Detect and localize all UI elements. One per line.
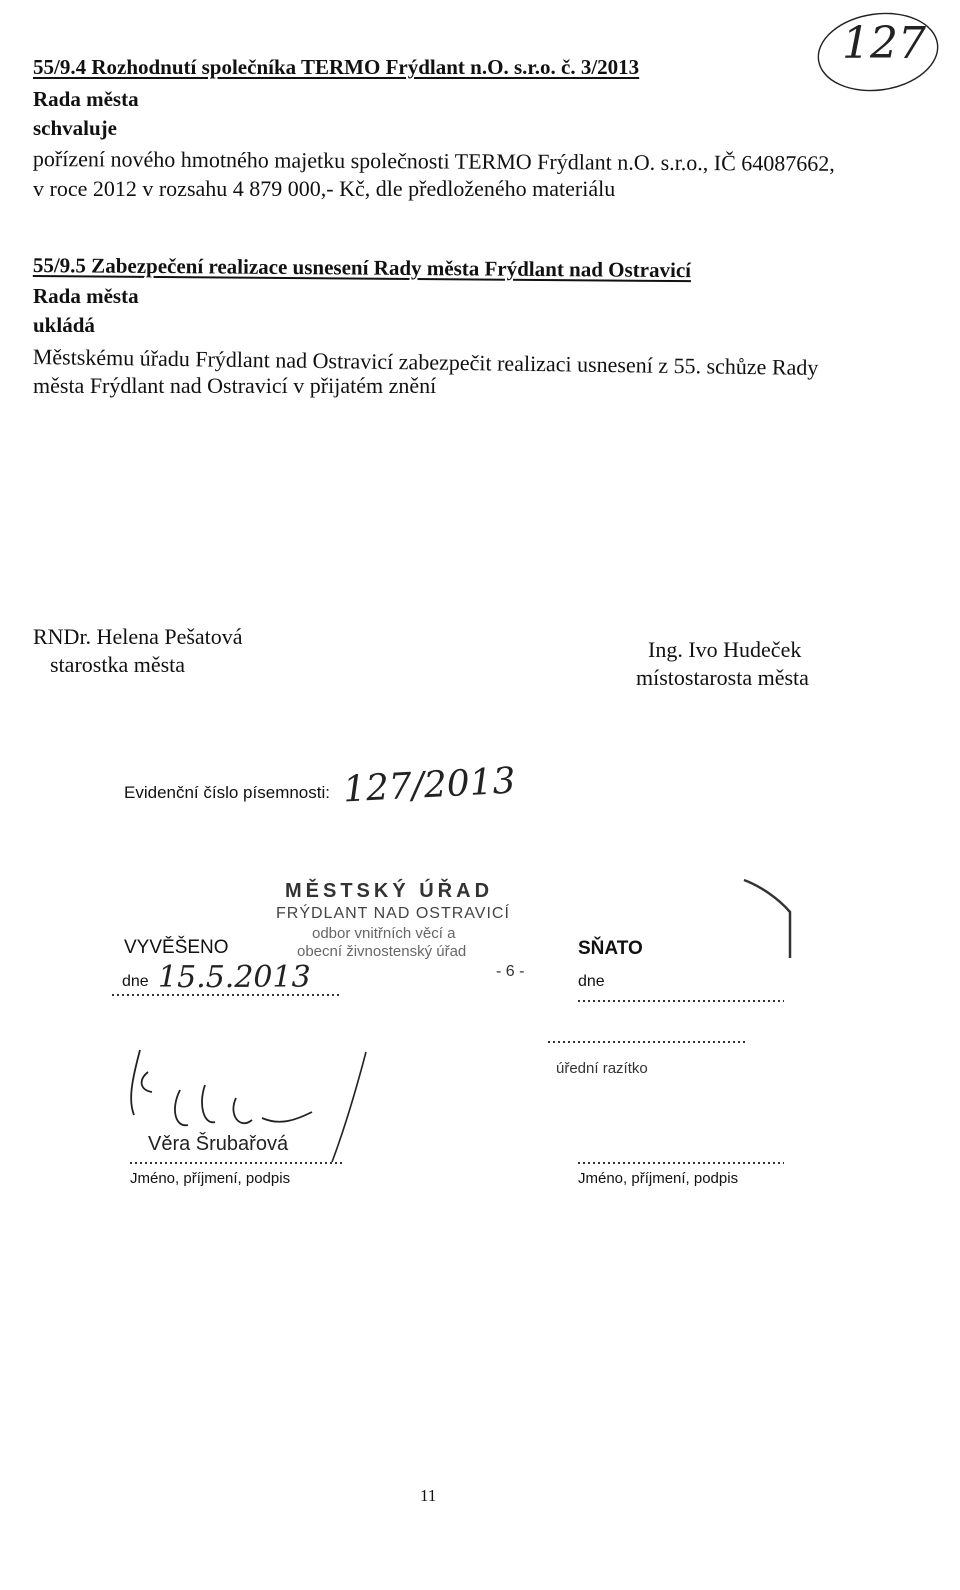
evidence-label: Evidenční číslo písemnosti:	[124, 783, 330, 802]
section-1-verb: schvaluje	[33, 116, 117, 140]
stamp-line-1: MĚSTSKÝ ÚŘAD	[285, 880, 494, 902]
circled-number-text: 127	[842, 18, 926, 69]
name-signature-label-right: Jméno, příjmení, podpis	[578, 1170, 739, 1187]
section-1-heading: 55/9.4 Rozhodnutí společníka TERMO Frýdlant n.O. s.r.o. č. 3/2013	[33, 55, 640, 79]
stamp-fragment	[744, 880, 790, 958]
section-1-council: Rada města	[33, 87, 139, 111]
signatory-right-name: Ing. Ivo Hudeček	[648, 637, 802, 662]
section-2-heading: 55/9.5 Zabezpečení realizace usnesení Rady města Frýdlant nad Ostravicí	[32, 253, 692, 283]
posted-label: VYVĚŠENO	[124, 937, 229, 958]
section-2-text-line-1: Městskému úřadu Frýdlant nad Ostravicí zabezpečit realizaci usnesení z 55. schůze Rady	[32, 344, 819, 380]
official-name: Věra Šrubařová	[148, 1133, 289, 1155]
name-signature-label-left: Jméno, příjmení, podpis	[130, 1170, 291, 1187]
removed-date-label: dne	[578, 973, 605, 990]
signatory-right-role: místostarosta města	[636, 665, 809, 690]
section-2-council: Rada města	[33, 284, 139, 308]
official-stamp-label: úřední razítko	[556, 1060, 648, 1077]
signatory-left-role: starostka města	[50, 652, 186, 677]
signature-slash	[332, 1052, 366, 1162]
evidence-number-handwritten: 127/2013	[342, 760, 517, 811]
stamp-line-5: - 6 -	[496, 963, 525, 980]
page-number: 11	[420, 1486, 437, 1505]
posted-date-label: dne	[122, 973, 149, 990]
section-1-text-line-2: v roce 2012 v rozsahu 4 879 000,- Kč, dle předloženého materiálu	[33, 176, 616, 201]
removed-label: SŇATO	[578, 938, 643, 959]
posted-date-handwritten: 15.5.2013	[158, 960, 311, 995]
stamp-line-3: odbor vnitřních věcí a	[312, 925, 456, 942]
signature-scribble	[131, 1050, 312, 1125]
stamp-line-2: FRÝDLANT NAD OSTRAVICÍ	[276, 905, 510, 922]
section-2-text-line-2: města Frýdlant nad Ostravicí v přijatém znění	[33, 373, 437, 398]
section-1-text-line-1: pořízení nového hmotného majetku společnosti TERMO Frýdlant n.O. s.r.o., IČ 64087662,	[32, 146, 835, 176]
signatory-left-name: RNDr. Helena Pešatová	[33, 624, 243, 649]
section-2-verb: ukládá	[33, 313, 95, 337]
stamp-line-4: obecní živnostenský úřad	[297, 943, 467, 960]
